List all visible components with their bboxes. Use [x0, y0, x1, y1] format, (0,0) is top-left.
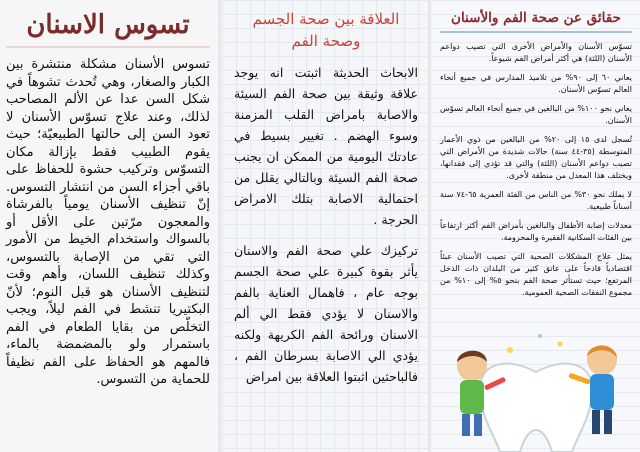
fact-item: يعاني ٦٠ إلى ٩٠% من تلاميذ المدارس في جميع أنحاء العالم تسوّس الأسنان. — [440, 73, 633, 94]
left-column-title: تسوس الاسنان — [6, 10, 210, 48]
fact-item: تسوّس الأسنان والأمراض الأخرى التي تصيب دواعم الأسنان (اللثة) هي أكثر أمراض الفم شيوعاً. — [440, 42, 632, 63]
fact-item: معدلات إصابة الأطفال والبالغين بأمراض الفم أكثر ارتفاعاً بين الفئات السكانية الفقيرة والمحرومة. — [440, 221, 632, 242]
right-column-title: حقائق عن صحة الفم والأسنان — [440, 10, 632, 33]
column-divider — [428, 0, 431, 452]
left-column-body: تسوس الأسنان مشكلة منتشرة بين الكبار والصغار، وهي تُحدث تشوهاً في شكل السن عدا عن الألم المصاحب لذلك، وعند علاج تسوّس الأسنان لا تعود السن إلى حالتها الطبيعيّة؛ حيث يقوم الطبيب فقط بإزالة مكان التسوّس وتركيب حشوة للحفاظ على باقي أجزاء السن من انتشار التسوس. إنّ تنظيف الأسنان يومياً بالفرشاة والمعجون مرّتين على الأقل أو بالسواك واستخدام الخيط من الأمور التي تقي من الإصابة بالتسوس، وكذلك تنظيف اللسان، وأهم وقت لتنظيف الأسنان هو قبل النوم؛ لأنّ البكتيريا تنشط في الفم ليلاً، ويجب التخلّص من بقايا الطعام في الفم باستمرار ولو بالمضمضة بالماء، فالمهم هو الحفاظ على الفم نظيفاً للحماية من التسوس. — [6, 57, 210, 387]
column-divider — [218, 0, 221, 452]
fact-item: يمثل علاج المشكلات الصحية التي تصيب الأسنان عبئاً اقتصادياً فادحاً على عاتق كثير من البلدان ذات الدخل المرتفع؛ حيث تستأثر صحة الفم بنحو ٥% إلى ١٠% من مجموع النفقات الصحية العمومية. — [440, 252, 632, 297]
fact-item: تُسجل لدى ١٥ إلى ٢٠% من البالغين من ذوي الأعمار المتوسطة (٣٥-٤٤ سنة) حالات شديدة من الأمراض التي تصيب دواعم الأسنان (اللثة) والتي قد تؤدي إلى فقدانها، ويختلف هذا المعدل من منطقة لأخرى. — [440, 135, 633, 180]
middle-column — [222, 0, 428, 452]
kids-brushing-tooth-illustration — [440, 320, 632, 452]
middle-column-title: العلاقة بين صحة الجسم وصحة الفم — [252, 10, 400, 50]
fact-item: يعاني نحو ١٠٠% من البالغين في جميع أنحاء العالم تسوّس الأسنان. — [440, 104, 633, 125]
facts-list — [440, 41, 632, 299]
left-column — [0, 0, 218, 452]
fact-item: لا يملك نحو ٣٠% من الناس من الفئة العمرية ٦٥-٧٤ سنة أسناناً طبيعية. — [440, 190, 632, 211]
middle-column-paragraph-1: الابحاث الحديثة اثبتت انه يوجد علاقة وثيقة بين صحة الفم السيئة والاصابة بامراض القلب المزمنة وسوء الهضم . تغيير بسيط في عادتك اليومية من الممكن ان يجنب صحة الفم السيئة وبالتالي يقلل من احتمالية الاصابة بتلك الامراض الحرجة . — [234, 65, 418, 227]
middle-column-paragraph-2: تركيزك علي صحة الفم والاسنان يأثر بقوة كبيرة علي صحة الجسم بوجه عام ، فاهمال العناية بالفم والاسنان لا يؤدي فقط الي ألم الاسنان ورائحة الفم الكريهة ولكنه يؤدي الي الاصابة بسرطان الفم ، فالباحثين اثبتوا العلاقة بين امراض — [234, 243, 418, 384]
